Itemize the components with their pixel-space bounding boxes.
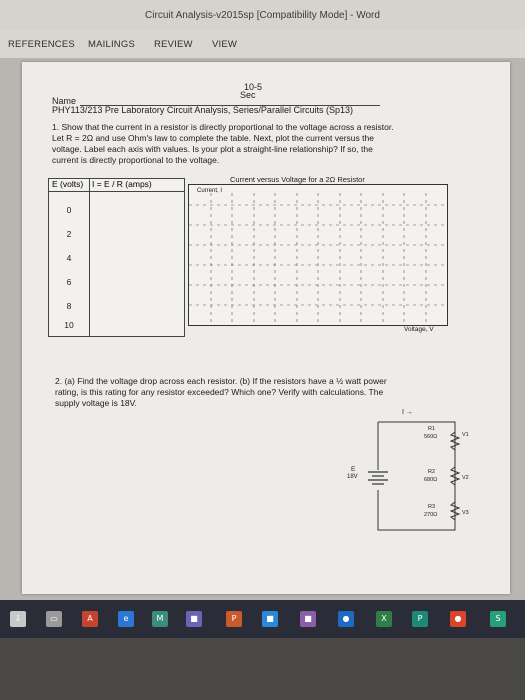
r2-value: 680Ω — [424, 477, 438, 483]
table-row: 10 — [64, 320, 74, 330]
excel-icon[interactable]: X — [376, 611, 392, 627]
start-icon[interactable]: ⇩ — [10, 611, 26, 627]
task-view-icon[interactable]: ▭ — [46, 611, 62, 627]
app-icon-4[interactable]: ● — [338, 611, 354, 627]
window-titlebar — [0, 0, 525, 30]
tab-mailings[interactable]: MAILINGS — [88, 39, 135, 50]
q2-text-line-3: supply voltage is 18V. — [55, 398, 137, 408]
tab-view[interactable]: VIEW — [212, 39, 238, 50]
ohms-law-table — [48, 178, 185, 337]
screen-bezel — [0, 638, 525, 700]
v1-label: V1 — [462, 432, 469, 438]
sec-label: Sec — [240, 90, 256, 100]
page-number: 10-5 — [244, 82, 263, 92]
r1-value: 560Ω — [424, 434, 438, 440]
circuit-diagram — [340, 412, 470, 542]
chart-x-axis-label: Voltage, V — [404, 326, 434, 333]
source-label: E — [351, 466, 356, 473]
table-row: 6 — [66, 277, 72, 287]
powerpoint-icon[interactable]: P — [226, 611, 242, 627]
tab-references[interactable]: REFERENCES — [8, 39, 75, 50]
col-header-voltage: E (volts) — [52, 179, 84, 189]
table-divider — [89, 179, 90, 336]
app-icon-2[interactable]: ■ — [262, 611, 278, 627]
app-icon-3[interactable]: ■ — [300, 611, 316, 627]
chrome-icon[interactable]: ● — [450, 611, 466, 627]
chart-title: Current versus Voltage for a 2Ω Resistor — [230, 175, 365, 184]
name-label: Name — [52, 96, 77, 106]
q1-text-line-4: current is directly proportional to the voltage. — [52, 155, 220, 165]
v3-label: V3 — [462, 510, 469, 516]
window-title: Circuit Analysis-v2015sp [Compatibility Mode] - Word — [145, 9, 380, 21]
table-row: 2 — [66, 229, 72, 239]
q2-text-line-1: 2. (a) Find the voltage drop across each resistor. (b) If the resistors have a ½ watt power — [55, 376, 387, 386]
table-row: 8 — [66, 301, 72, 311]
edge-icon[interactable]: e — [118, 611, 134, 627]
app-icon-5[interactable]: S — [490, 611, 506, 627]
current-arrow-label: I → — [402, 409, 413, 416]
q1-text-line-2: Let R = 2Ω and use Ohm's law to complete the table. Next, plot the current versus the — [52, 133, 374, 143]
q1-text-line-1: 1. Show that the current in a resistor is directly proportional to the voltage across a resistor. — [52, 122, 394, 132]
tab-review[interactable]: REVIEW — [154, 39, 193, 50]
publisher-icon[interactable]: P — [412, 611, 428, 627]
source-value: 18V — [347, 474, 358, 480]
r3-value: 270Ω — [424, 512, 438, 518]
r3-label: R3 — [428, 504, 436, 510]
chart-y-axis-label: Current, I — [197, 188, 223, 194]
col-header-current: I = E / R (amps) — [92, 179, 152, 189]
sway-icon[interactable]: M — [152, 611, 168, 627]
store-icon[interactable]: A — [82, 611, 98, 627]
v2-label: V2 — [462, 475, 469, 481]
ribbon-tab-bar — [0, 30, 525, 59]
r1-label: R1 — [428, 426, 436, 432]
chart-grid — [188, 184, 448, 326]
course-line: PHY113/213 Pre Laboratory Circuit Analysis, Series/Parallel Circuits (Sp13) — [52, 105, 353, 115]
chart-grid-svg — [189, 185, 447, 325]
q2-text-line-2: rating, is this rating for any resistor exceeded? Which one? Verify with calculations. The — [55, 387, 384, 397]
table-header — [49, 179, 184, 192]
app-icon-1[interactable]: ■ — [186, 611, 202, 627]
q1-text-line-3: voltage. Label each axis with values. Is your plot a straight-line relationship? If so, the — [52, 144, 373, 154]
table-row: 0 — [66, 205, 72, 215]
table-row: 4 — [66, 253, 72, 263]
r2-label: R2 — [428, 469, 436, 475]
